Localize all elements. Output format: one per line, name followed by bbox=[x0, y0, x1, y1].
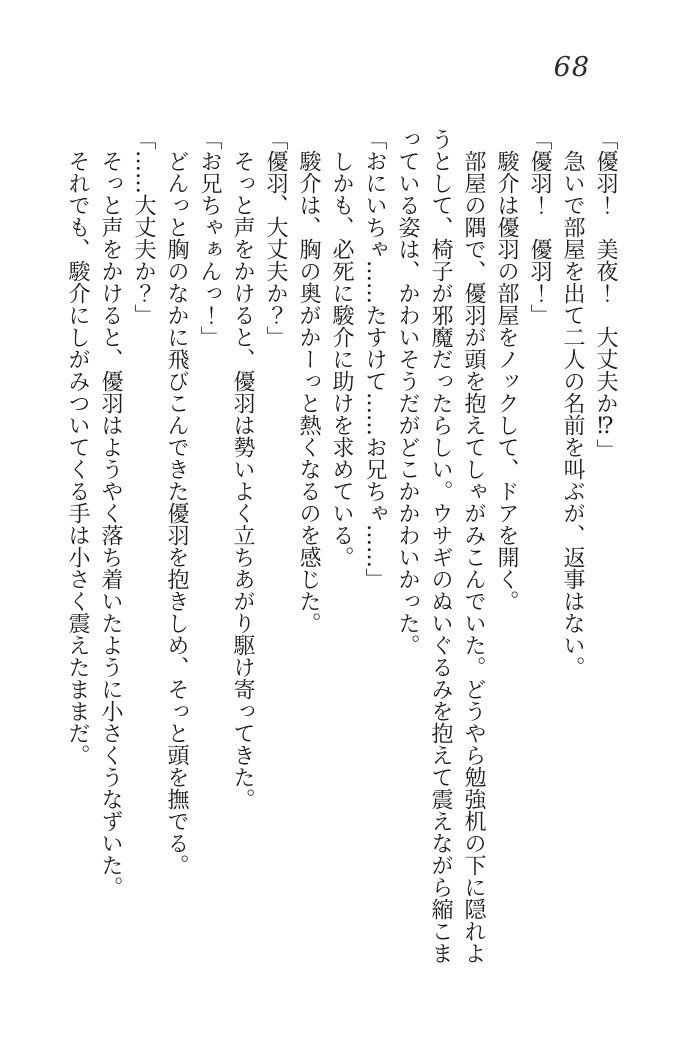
text-line: 「優羽！ 美夜！ 大丈夫か⁉」 bbox=[593, 128, 618, 461]
text-line: それでも、駿介にしがみついてくる手は小さく震えたままだ。 bbox=[65, 128, 90, 766]
text-line: そっと声をかけると、優羽は勢いよく立ちあがり駆け寄ってきた。 bbox=[230, 128, 255, 810]
text-line: 部屋の隅で、優羽が頭を抱えてしゃがみこんでいた。どうやら勉強机の下に隠れよ bbox=[461, 128, 486, 964]
text-line: 「おにいちゃ……たすけて……お兄ちゃ……」 bbox=[362, 128, 387, 590]
text-line: 「お兄ちゃぁんっ！」 bbox=[197, 128, 222, 348]
text-line: どんっと胸のなかに飛びこんできた優羽を抱きしめ、そっと頭を撫でる。 bbox=[164, 128, 189, 876]
text-line: 急いで部屋を出て二人の名前を叫ぶが、返事はない。 bbox=[560, 128, 585, 678]
text-line: そっと声をかけると、優羽はようやく落ち着いたように小さくうなずいた。 bbox=[98, 128, 123, 898]
body-text bbox=[61, 128, 622, 966]
text-line: っている姿は、かわいそうだがどこかかわいかった。 bbox=[395, 128, 420, 656]
text-line: 「優羽、大丈夫か？」 bbox=[263, 128, 288, 348]
text-line: うとして、椅子が邪魔だったらしい。ウサギのぬいぐるみを抱えて震えながら縮こま bbox=[428, 128, 453, 964]
text-line: 駿介は優羽の部屋をノックして、ドアを開く。 bbox=[494, 128, 519, 612]
text-line: しかも、必死に駿介に助けを求めている。 bbox=[329, 128, 354, 568]
text-line: 「……大丈夫か？」 bbox=[131, 128, 156, 326]
page-number: 68 bbox=[553, 52, 590, 83]
text-line: 駿介は、胸の奥がかーっと熱くなるのを感じた。 bbox=[296, 128, 321, 634]
text-line: 「優羽！ 優羽！」 bbox=[527, 128, 552, 326]
